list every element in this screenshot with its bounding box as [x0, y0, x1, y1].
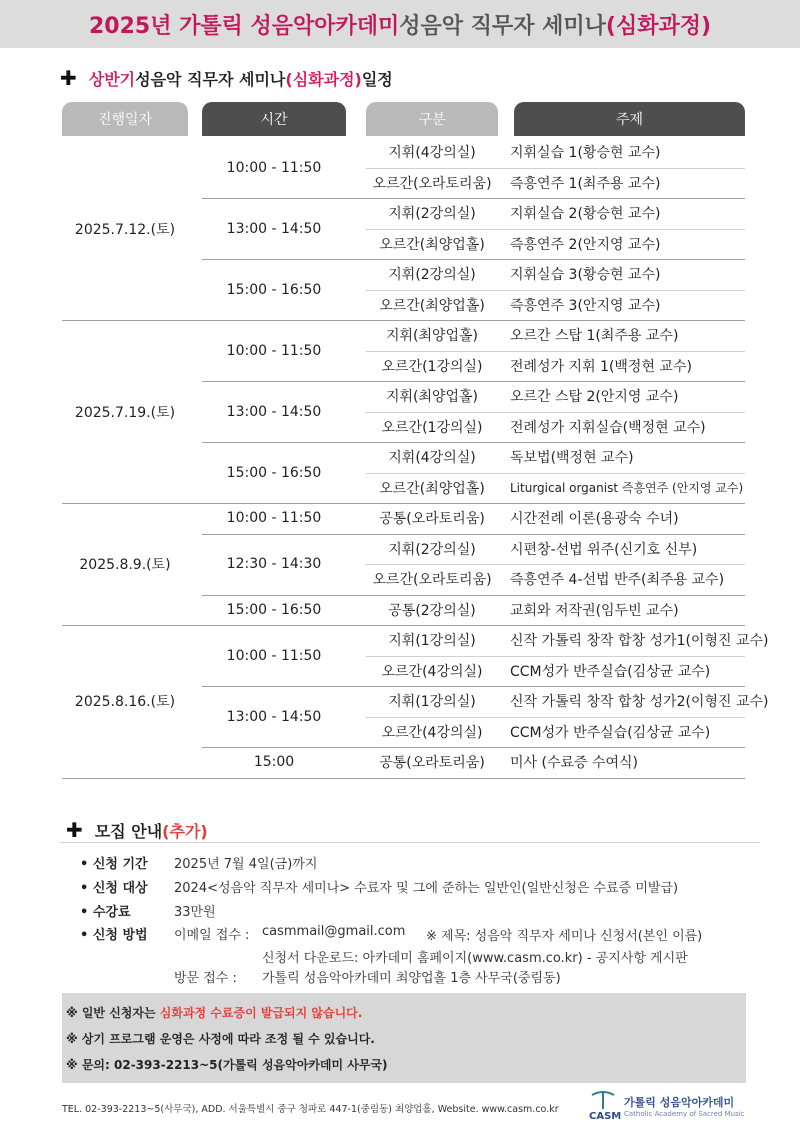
fee-value: 33만원 [174, 905, 216, 920]
recruit-title: 모집 안내 [94, 821, 163, 841]
topic-cell: 시간전례 이론(용광숙 수녀) [510, 511, 679, 528]
category-cell: 지휘(1강의실) [388, 694, 476, 711]
schedule-title-course: (심화과정) [285, 69, 362, 89]
row-divider [366, 473, 745, 474]
row-divider [366, 351, 745, 352]
plus-icon: ✚ [66, 818, 83, 842]
category-cell: 지휘(4강의실) [388, 145, 476, 162]
row-divider [366, 290, 745, 291]
topic-cell: 전례성가 지휘 1(백정현 교수) [510, 358, 692, 375]
topic-cell: 즉흥연주 2(안지영 교수) [510, 236, 661, 253]
category-cell: 공통(오라토리움) [379, 755, 485, 772]
date-cell: 2025.8.9.(토) [79, 557, 171, 573]
topic-cell: 지휘실습 3(황승현 교수) [510, 267, 661, 284]
topic-cell: 미사 (수료증 수여식) [510, 755, 639, 772]
topic-cell: 신작 가톨릭 창작 합창 성가2(이형진 교수) [510, 694, 769, 711]
notice-highlight: 심화과정 수료증이 발급되지 않습니다. [159, 1006, 363, 1020]
schedule-title-half: 상반기 [88, 69, 136, 89]
banner-title-seminar: 성음악 직무자 세미나 [399, 13, 606, 39]
visit-label: 방문 접수 : [174, 971, 237, 986]
topic-cell: 지휘실습 2(황승현 교수) [510, 206, 661, 223]
date-cell: 2025.8.16.(토) [74, 694, 176, 711]
date-cell: 2025.7.19.(토) [74, 404, 176, 421]
row-divider [366, 656, 745, 657]
fee-label: • 수강료 [80, 905, 131, 920]
date-cell: 2025.7.12.(토) [74, 221, 176, 238]
recruit-title-added: (추가) [162, 821, 208, 841]
header-topic: 주제 [514, 102, 745, 136]
schedule-title-main: 성음악 직무자 세미나 [135, 69, 286, 89]
topic-cell: 독보법(백정현 교수) [510, 450, 634, 467]
category-cell: 지휘(4강의실) [388, 450, 476, 467]
topic-cell: 교회와 저작권(임두빈 교수) [510, 602, 679, 619]
row-divider [366, 168, 745, 169]
time-cell: 13:00 - 14:50 [226, 708, 322, 725]
row-divider [366, 564, 745, 565]
category-cell: 오르간(최양업홀) [379, 297, 485, 314]
category-cell: 오르간(1강의실) [381, 358, 483, 375]
time-cell: 10:00 - 11:50 [226, 647, 322, 664]
time-cell: 12:30 - 14:30 [226, 556, 322, 572]
time-cell: 15:00 - 16:50 [226, 464, 322, 481]
topic-cell: 신작 가톨릭 창작 합창 성가1(이형진 교수) [510, 633, 769, 650]
topic-cell: Liturgical organist 즉흥연주 (안지영 교수) [510, 481, 744, 496]
category-cell: 공통(오라토리움) [379, 511, 485, 528]
topic-cell: 오르간 스탑 2(안지영 교수) [510, 389, 679, 406]
plus-icon: ✚ [60, 66, 77, 90]
category-cell: 오르간(1강의실) [381, 419, 483, 436]
period-value: 2025년 7월 4일(금)까지 [174, 857, 318, 872]
email-note: ※ 제목: 성음악 직무자 세미나 신청서(본인 이름) [426, 929, 703, 944]
category-cell: 지휘(최양업홀) [385, 328, 479, 345]
banner-title-academy: 2025년 가톨릭 성음악아카데미 [88, 13, 400, 39]
category-cell: 공통(2강의실) [388, 602, 476, 619]
header-time: 시간 [202, 102, 346, 136]
time-cell: 13:00 - 14:50 [226, 403, 322, 420]
target-label: • 신청 대상 [80, 881, 148, 896]
page-banner [0, 0, 800, 48]
category-cell: 지휘(2강의실) [388, 206, 476, 223]
topic-cell: 즉흥연주 3(안지영 교수) [510, 297, 661, 314]
row-divider [366, 412, 745, 413]
topic-cell: CCM성가 반주실습(김상균 교수) [510, 724, 711, 741]
time-cell: 15:00 - 16:50 [226, 601, 322, 618]
period-label: • 신청 기간 [80, 857, 148, 872]
academy-logo [588, 1086, 788, 1126]
category-cell: 오르간(오라토리움) [372, 175, 492, 192]
header-date: 진행일자 [62, 102, 188, 136]
notice-line-adjust: ※ 상기 프로그램 운영은 사정에 따라 조정 될 수 있습니다. [66, 1032, 375, 1046]
topic-cell: 시편창-선법 위주(신기호 신부) [510, 541, 698, 558]
category-cell: 오르간(오라토리움) [372, 572, 492, 589]
category-cell: 오르간(4강의실) [381, 663, 483, 680]
category-cell: 지휘(최양업홀) [385, 389, 479, 406]
date-divider [62, 778, 745, 779]
time-cell: 10:00 - 11:50 [226, 159, 322, 176]
topic-cell: 지휘실습 1(황승현 교수) [510, 145, 661, 162]
time-cell: 15:00 [253, 754, 295, 771]
row-divider [366, 229, 745, 230]
banner-title-course: (심화과정) [605, 13, 712, 39]
header-category: 구분 [366, 102, 498, 136]
email-label: 이메일 접수 : [174, 928, 250, 943]
method-label: • 신청 방법 [80, 928, 148, 943]
topic-cell: 오르간 스탑 1(최주용 교수) [510, 328, 679, 345]
notice-text: ※ 일반 신청자는 [66, 1006, 160, 1020]
casm-logo-icon [588, 1089, 622, 1123]
topic-cell: 전례성가 지휘실습(백정현 교수) [510, 419, 706, 436]
time-cell: 10:00 - 11:50 [226, 510, 322, 527]
notice-line-contact: ※ 문의: 02-393-2213~5(가톨릭 성음악아카데미 사무국) [66, 1058, 388, 1072]
target-value: 2024<성음악 직무자 세미나> 수료자 및 그에 준하는 일반인(일반신청은 수료증 미발급) [174, 881, 679, 896]
category-cell: 지휘(1강의실) [388, 633, 476, 650]
category-cell: 오르간(4강의실) [381, 724, 483, 741]
logo-mark-text: CASM [589, 1111, 622, 1122]
download-note: 신청서 다운로드: 아카데미 홈페이지(www.casm.co.kr) - 공지사항 게시판 [262, 951, 688, 966]
row-divider [366, 717, 745, 718]
time-cell: 15:00 - 16:50 [226, 281, 322, 298]
notice-line-certificate [66, 1004, 362, 1021]
schedule-section-title [60, 66, 393, 90]
time-cell: 13:00 - 14:50 [226, 220, 322, 237]
category-cell: 오르간(최양업홀) [379, 480, 485, 497]
topic-cell: 즉흥연주 1(최주용 교수) [510, 175, 661, 192]
schedule-title-end: 일정 [361, 69, 393, 89]
divider [60, 842, 760, 843]
recruit-section-title [66, 818, 208, 842]
topic-cell: CCM성가 반주실습(김상균 교수) [510, 663, 711, 680]
logo-korean-name: 가톨릭 성음악아카데미 [624, 1096, 735, 1109]
email-value[interactable]: casmmail@gmail.com [262, 924, 406, 939]
time-cell: 10:00 - 11:50 [226, 342, 322, 359]
category-cell: 지휘(2강의실) [388, 267, 476, 284]
topic-cell: 즉흥연주 4-선법 반주(최주용 교수) [510, 572, 725, 589]
logo-english-name: Catholic Academy of Sacred Music [624, 1110, 745, 1118]
footer-contact: TEL. 02-393-2213~5(사무국), ADD. 서울특별시 중구 청파로 447-1(중림동) 최양업홀, Website. www.casm.co.kr [62, 1104, 559, 1115]
category-cell: 오르간(최양업홀) [379, 236, 485, 253]
visit-value: 가톨릭 성음악아카데미 최양업홀 1층 사무국(중림동) [262, 971, 561, 986]
category-cell: 지휘(2강의실) [388, 541, 476, 558]
